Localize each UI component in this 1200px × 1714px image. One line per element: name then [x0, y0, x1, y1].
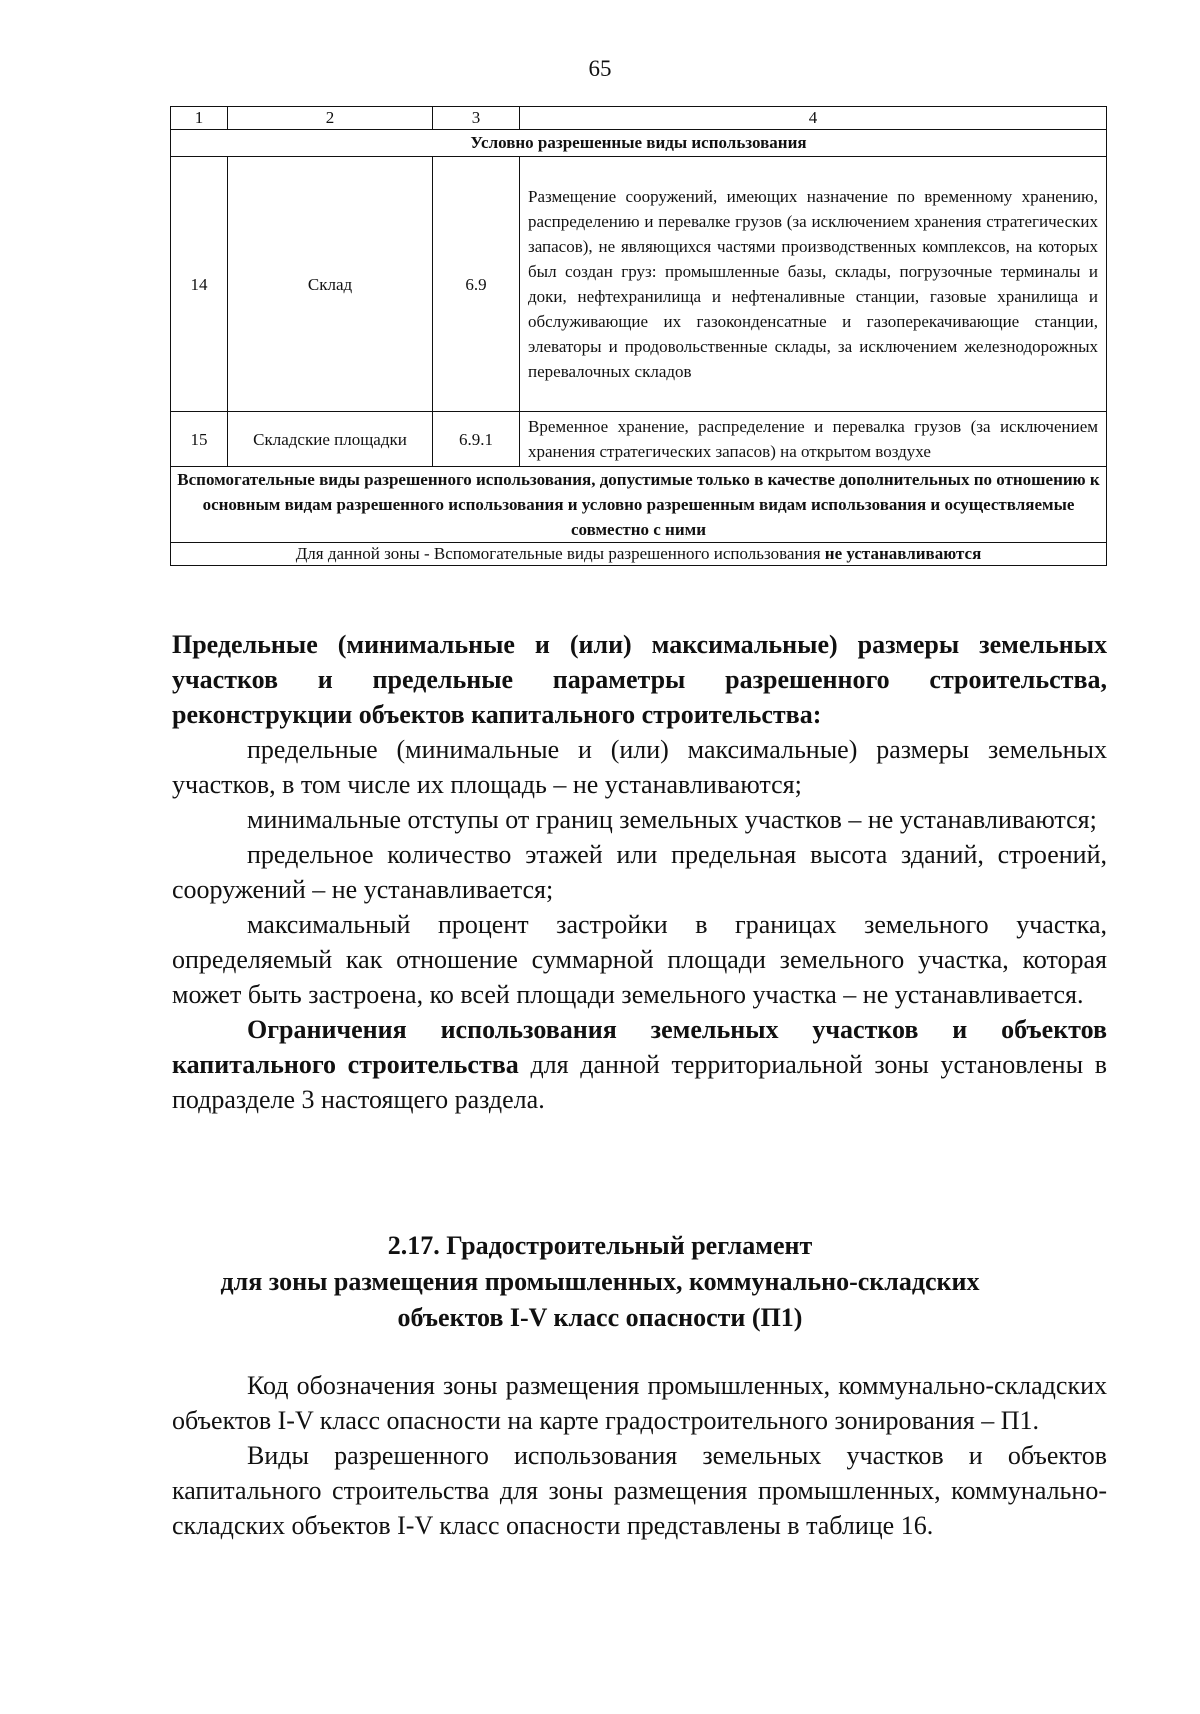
limits-floors: предельное количество этажей или предельная высота зданий, строений, сооружений – не устанавливается;: [172, 840, 1107, 904]
auxiliary-none-row: [171, 543, 1107, 566]
row-name: Складские площадки: [228, 412, 433, 467]
auxiliary-section-title: Вспомогательные виды разрешенного использования, допустимые только в качестве дополнительных по отношению к основным видам разрешенного использования и условно разрешенным видам использования и осуществляемые совместно с ними: [171, 467, 1107, 543]
row-code: 6.9: [433, 157, 520, 412]
header-col-1: 1: [171, 107, 228, 130]
limits-title: Предельные (минимальные и (или) максимальные) размеры земельных участков и предельные параметры разрешенного строительства, реконструкции объектов капитального строительства:: [172, 630, 1107, 729]
row-name: Склад: [228, 157, 433, 412]
limits-coverage: максимальный процент застройки в границах земельного участка, определяемый как отношение суммарной площади земельного участка, которая может быть застроена, ко всей площади земельного участка – не устанавливается.: [172, 910, 1107, 1009]
section-heading-line-2: для зоны размещения промышленных, коммунально-складских: [220, 1267, 980, 1296]
limits-setbacks: минимальные отступы от границ земельных участков – не устанавливаются;: [247, 805, 1097, 834]
limits-plot-size: предельные (минимальные и (или) максимальные) размеры земельных участков, в том числе их площадь – не устанавливаются;: [172, 735, 1107, 799]
page-number: 65: [588, 56, 612, 81]
auxiliary-none-bold: не устанавливаются: [824, 544, 982, 563]
zone-code-paragraph: Код обозначения зоны размещения промышленных, коммунально-складских объектов I-V класс опасности на карте градостроительного зонирования – П1.: [172, 1371, 1107, 1435]
limits-block: [172, 627, 1107, 1117]
permitted-uses-paragraph: Виды разрешенного использования земельных участков и объектов капитального строительства для зоны размещения промышленных, коммунально-складских объектов I-V класс опасности представлены в таблице 16.: [172, 1441, 1107, 1540]
auxiliary-section-row: [171, 467, 1107, 543]
table-row: [171, 412, 1107, 467]
intro-block: [172, 1368, 1107, 1543]
row-code: 6.9.1: [433, 412, 520, 467]
row-description: Временное хранение, распределение и перевалка грузов (за исключением хранения стратегических запасов) на открытом воздухе: [520, 412, 1107, 467]
conditional-section-title: Условно разрешенные виды использования: [171, 130, 1107, 157]
table-row: [171, 157, 1107, 412]
conditional-section-row: [171, 130, 1107, 157]
row-number: 15: [171, 412, 228, 467]
restrictions-paragraph: [172, 1012, 1107, 1117]
section-heading: [0, 1228, 1200, 1336]
header-col-2: 2: [228, 107, 433, 130]
restrictions-rest: для данной территориальной зоны установлены в подразделе 3 настоящего раздела.: [172, 1050, 1107, 1114]
header-col-3: 3: [433, 107, 520, 130]
section-heading-line-1: 2.17. Градостроительный регламент: [387, 1231, 813, 1260]
restrictions-bold: Ограничения использования земельных участков и объектов капитального строительства: [172, 1015, 1107, 1079]
row-description: Размещение сооружений, имеющих назначение по временному хранению, распределению и перевалке грузов (за исключением хранения стратегических запасов), не являющихся частями производственных комплексов, на которых был создан груз: промышленные базы, склады, погрузочные терминалы и доки, нефтехранилища и нефтеналивные станции, газовые хранилища и обслуживающие их газоконденсатные и газоперекачивающие станции, элеваторы и продовольственные склады, за исключением железнодорожных перевалочных складов: [520, 157, 1107, 412]
table-header-row: [171, 107, 1107, 130]
auxiliary-none-prefix: Для данной зоны - Вспомогательные виды разрешенного использования: [295, 544, 825, 563]
section-heading-line-3: объектов I-V класс опасности (П1): [397, 1303, 803, 1332]
header-col-4: 4: [520, 107, 1107, 130]
auxiliary-none-text: [171, 543, 1107, 566]
land-use-table: [170, 106, 1107, 566]
row-number: 14: [171, 157, 228, 412]
